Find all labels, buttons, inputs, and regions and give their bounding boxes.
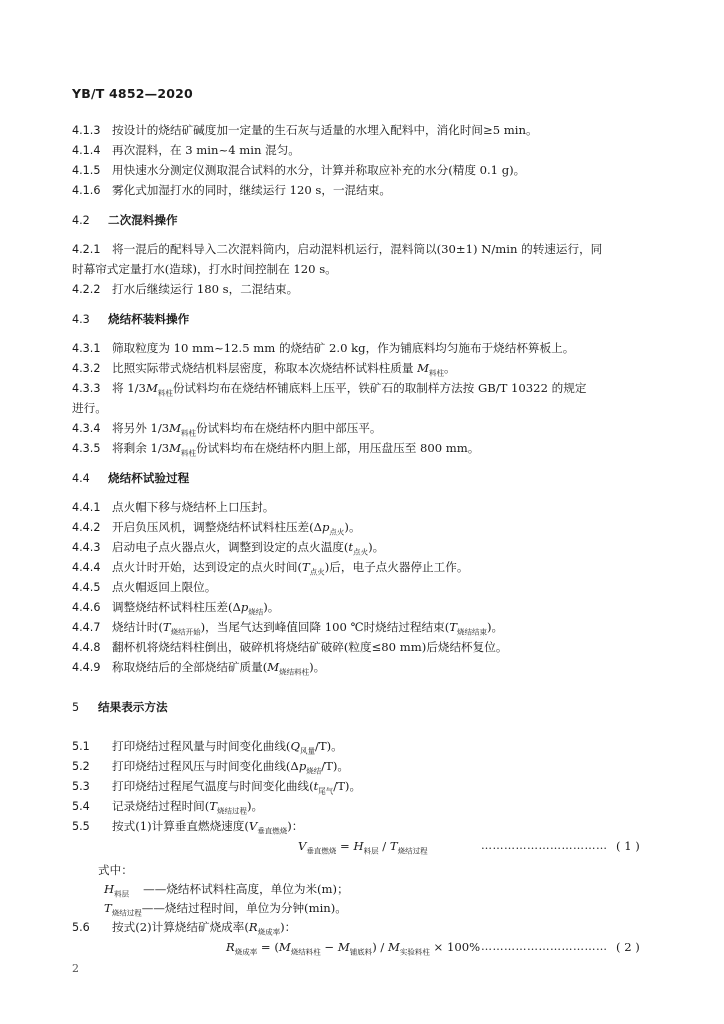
equation-subscript: 料层	[363, 846, 379, 856]
equation-symbol: V	[298, 839, 307, 853]
clause-text-end: /T)。	[333, 779, 362, 793]
clause-text: 将剩余 1/3	[112, 441, 170, 455]
symbol-subscript: 料柱	[181, 428, 197, 438]
symbol-subscript: 点火	[309, 567, 325, 577]
clause-text-middle: )，当尾气达到峰值回降 100 ℃时烧结过程结束(	[200, 620, 450, 634]
symbol: t	[348, 540, 354, 554]
symbol-subscript: 烧结结束	[457, 627, 487, 637]
clause-text-end: )。	[247, 799, 264, 813]
clause-number: 4.2.1	[72, 243, 101, 256]
symbol: M	[169, 441, 182, 455]
clause-4-4-6	[72, 599, 279, 620]
clause-text: 比照实际带式烧结机料层密度，称取本次烧结杯试料柱质量	[112, 361, 418, 375]
clause-4-4-1	[72, 499, 274, 516]
clause-4-3-2	[72, 360, 456, 381]
clause-text: 将一混后的配料导入二次混料筒内，启动混料机运行，混料筒以(30±1) N/min 的转速运行，同	[112, 242, 603, 256]
clause-text-end: /T)。	[321, 759, 349, 773]
equation-subscript: 垂直燃烧	[306, 846, 337, 856]
definition-subscript: 料层	[114, 889, 130, 899]
symbol: T	[302, 560, 310, 574]
clause-4-3-3	[72, 380, 586, 401]
symbol-subscript: 烧结	[248, 607, 264, 617]
clause-4-4-2	[72, 519, 361, 540]
equation-operator: ) /	[372, 940, 388, 954]
clause-number: 5.2	[72, 760, 90, 773]
equation-2-number: ( 2 )	[616, 940, 640, 954]
clause-4-3-5	[72, 440, 479, 461]
symbol-subscript: 烧结料柱	[279, 667, 310, 677]
equation-operator: × 100%	[429, 940, 481, 954]
clause-text: 打印烧结过程尾气温度与时间变化曲线(	[112, 779, 314, 793]
symbol: M	[417, 361, 429, 375]
clause-number: 4.4.2	[72, 521, 101, 534]
clause-number: 4.1.5	[72, 164, 101, 177]
clause-5-1	[72, 738, 343, 759]
clause-text: 雾化式加湿打水的同时，继续运行 120 s，一混结束。	[112, 183, 391, 197]
equation-operator: =	[336, 839, 354, 853]
clause-4-2-1	[72, 241, 602, 258]
clause-text: 记录烧结过程时间(	[112, 799, 210, 813]
clause-number: 5.5	[72, 820, 90, 833]
clause-number: 4.4.5	[72, 581, 101, 594]
clause-text-end: )。	[309, 660, 326, 674]
equation-2	[226, 940, 480, 957]
clause-text: 点火帽下移与烧结杯上口压封。	[112, 500, 275, 514]
clause-4-2-2	[72, 281, 298, 298]
standard-number: YB/T 4852—2020	[72, 86, 193, 101]
clause-text: 点火计时开始，达到设定的点火时间(	[112, 560, 303, 574]
clause-number: 4.1.6	[72, 184, 101, 197]
symbol-subscript: 烧结	[306, 766, 322, 776]
clause-text: 筛取粒度为 10 mm~12.5 mm 的烧结矿 2.0 kg，作为铺底料均匀施布于烧结杯箅板上。	[112, 341, 575, 355]
equation-symbol: M	[388, 940, 400, 954]
clause-number: 5.1	[72, 740, 90, 753]
clause-5-6	[72, 919, 296, 940]
clause-5-4	[72, 798, 263, 819]
symbol: Q	[290, 739, 300, 753]
clause-text-end: 份试料均布在烧结杯内胆上部，用压盘压至 800 mm。	[196, 441, 480, 455]
clause-number: 4.4.4	[72, 561, 101, 574]
clause-text-end: 份试料均布在烧结杯内胆中部压平。	[196, 421, 382, 435]
symbol: T	[449, 620, 457, 634]
symbol: p	[322, 520, 330, 534]
clause-number: 4.4.6	[72, 601, 101, 614]
clause-number: 5.3	[72, 780, 90, 793]
equation-1-number: ( 1 )	[616, 839, 640, 853]
section-title: 烧结杯装料操作	[108, 312, 190, 326]
clause-4-4-8	[72, 639, 507, 656]
section-heading-4-3	[72, 311, 189, 328]
definition-subscript: 烧结过程	[111, 908, 142, 918]
clause-text: 点火帽返回上限位。	[112, 580, 217, 594]
where-label: 式中：	[98, 863, 133, 877]
symbol-subscript: 垂直燃烧	[257, 826, 288, 836]
symbol-subscript: 料柱	[181, 448, 197, 458]
symbol: p	[298, 759, 307, 773]
section-heading-4-2	[72, 212, 178, 229]
symbol: V	[248, 819, 258, 833]
clause-text-end: )。	[263, 600, 280, 614]
symbol-subscript: 烧结开始	[170, 627, 201, 637]
clause-4-3-1	[72, 340, 574, 357]
clause-4-1-3	[72, 122, 538, 139]
symbol: T	[209, 799, 218, 813]
clause-5-2	[72, 758, 349, 779]
symbol: M	[169, 421, 182, 435]
clause-text: 将另外 1/3	[112, 421, 170, 435]
symbol-subscript: 烧结过程	[217, 806, 248, 816]
equation-operator: −	[320, 940, 338, 954]
equation-subscript: 铺底料	[349, 947, 373, 957]
section-heading-5	[72, 699, 168, 716]
definition-text: ——烧结杯试料柱高度，单位为米(m)；	[143, 882, 349, 896]
equation-2-leader-dots: ……………………………	[481, 940, 608, 953]
equation-subscript: 实验料柱	[399, 947, 430, 957]
clause-number: 4.2.2	[72, 283, 101, 296]
clause-5-5	[72, 818, 303, 839]
equation-operator: /	[378, 839, 390, 853]
clause-5-3	[72, 778, 361, 799]
equation-1-leader-dots: ……………………………	[481, 839, 608, 852]
clause-4-4-4	[72, 559, 468, 580]
clause-4-3-3-continued	[72, 400, 107, 416]
section-number: 4.2	[72, 214, 90, 227]
clause-4-1-4	[72, 142, 300, 159]
section-title: 烧结杯试验过程	[108, 471, 190, 485]
clause-text: 按设计的烧结矿碱度加一定量的生石灰与适量的水埋入配料中，消化时间≥5 min。	[112, 123, 538, 137]
clause-text: 用快速水分测定仪测取混合试料的水分，计算并称取应补充的水分(精度 0.1 g)。	[112, 163, 526, 177]
symbol-subscript: 烧成率	[257, 927, 281, 937]
clause-text-end: )。	[368, 540, 385, 554]
section-title: 结果表示方法	[98, 700, 168, 714]
page-number: 2	[72, 962, 79, 975]
clause-text-end: 份试料均布在烧结杯铺底料上压平，铁矿石的取制样方法按 GB/T 10322 的规定	[172, 381, 587, 395]
symbol-subscript: 点火	[329, 527, 345, 537]
equation-symbol: R	[226, 940, 235, 954]
clause-number: 4.3.3	[72, 382, 101, 395]
section-heading-4-4	[72, 470, 189, 487]
clause-number: 4.1.4	[72, 144, 101, 157]
symbol: t	[313, 779, 319, 793]
clause-number: 4.4.9	[72, 661, 101, 674]
equation-subscript: 烧结料柱	[290, 947, 321, 957]
clause-number: 5.6	[72, 921, 90, 934]
clause-4-4-9	[72, 659, 325, 680]
clause-text: 再次混料，在 3 min~4 min 混匀。	[112, 143, 300, 157]
clause-text: 将 1/3	[112, 381, 146, 395]
definition-symbol: H	[104, 882, 115, 896]
clause-number: 4.4.7	[72, 621, 101, 634]
clause-text: 调整烧结杯试料柱压差(Δ	[112, 600, 241, 614]
clause-number: 4.4.8	[72, 641, 101, 654]
symbol-subscript: 料柱	[157, 388, 173, 398]
clause-4-3-4	[72, 420, 382, 441]
clause-text: 开启负压风机，调整烧结杯试料柱压差(Δ	[112, 520, 322, 534]
clause-text-end: )。	[344, 520, 361, 534]
clause-text-end: )。	[487, 620, 504, 634]
symbol-subscript: 风量	[299, 746, 315, 756]
symbol: R	[248, 920, 258, 934]
definition-symbol: T	[104, 901, 112, 915]
definition-text: ——烧结过程时间，单位为分钟(min)。	[141, 901, 347, 915]
clause-text: 按式(1)计算垂直燃烧速度(	[112, 819, 249, 833]
clause-text-continued: 时幕帘式定量打水(造球)，打水时间控制在 120 s。	[72, 262, 337, 276]
clause-text: 翻杯机将烧结料柱倒出，破碎机将烧结矿破碎(粒度≤80 mm)后烧结杯复位。	[112, 640, 508, 654]
clause-number: 4.4.1	[72, 501, 101, 514]
clause-number: 5.4	[72, 800, 90, 813]
clause-4-4-7	[72, 619, 503, 640]
clause-text: 称取烧结后的全部烧结矿质量(	[112, 660, 268, 674]
clause-text-end: )：	[280, 920, 297, 934]
clause-text: 打印烧结过程风压与时间变化曲线(Δ	[112, 759, 299, 773]
symbol: T	[162, 620, 171, 634]
clause-text-end: )：	[287, 819, 304, 833]
clause-4-4-3	[72, 539, 384, 560]
symbol-subscript: 料柱	[429, 368, 444, 378]
clause-number: 4.1.3	[72, 124, 101, 137]
clause-4-2-1-continued	[72, 261, 337, 277]
clause-number: 4.3.4	[72, 422, 101, 435]
equation-operator: = (	[257, 940, 279, 954]
equation-symbol: M	[278, 940, 291, 954]
clause-number: 4.4.3	[72, 541, 101, 554]
clause-4-1-6	[72, 182, 391, 199]
symbol: M	[145, 381, 158, 395]
symbol-subscript: 尾气	[318, 786, 334, 796]
section-title: 二次混料操作	[108, 213, 178, 227]
symbol-subscript: 点火	[353, 547, 369, 557]
equation-1	[298, 839, 428, 856]
clause-number: 4.3.5	[72, 442, 101, 455]
clause-text: 打水后继续运行 180 s，二混结束。	[112, 282, 299, 296]
clause-number: 4.3.1	[72, 342, 101, 355]
clause-4-4-5	[72, 579, 216, 596]
section-number: 5	[72, 701, 80, 714]
section-number: 4.4	[72, 472, 90, 485]
clause-text: 打印烧结过程风量与时间变化曲线(	[112, 739, 291, 753]
clause-text-end: /T)。	[314, 739, 343, 753]
equation-subscript: 烧成率	[234, 947, 258, 957]
equation-symbol: M	[337, 940, 350, 954]
clause-text: 启动电子点火器点火，调整到设定的点火温度(	[112, 540, 349, 554]
symbol: M	[267, 660, 280, 674]
equation-subscript: 烧结过程	[397, 846, 428, 856]
equation-symbol: H	[353, 839, 364, 853]
clause-text-continued: 进行。	[72, 401, 107, 415]
clause-text: 烧结计时(	[112, 620, 163, 634]
section-number: 4.3	[72, 313, 90, 326]
clause-text-end: )后，电子点火器停止工作。	[324, 560, 469, 574]
symbol: p	[240, 600, 249, 614]
clause-text: 按式(2)计算烧结矿烧成率(	[112, 920, 249, 934]
equation-symbol: T	[389, 839, 398, 853]
clause-4-1-5	[72, 162, 525, 179]
clause-text-end: 。	[444, 361, 456, 375]
clause-number: 4.3.2	[72, 362, 101, 375]
